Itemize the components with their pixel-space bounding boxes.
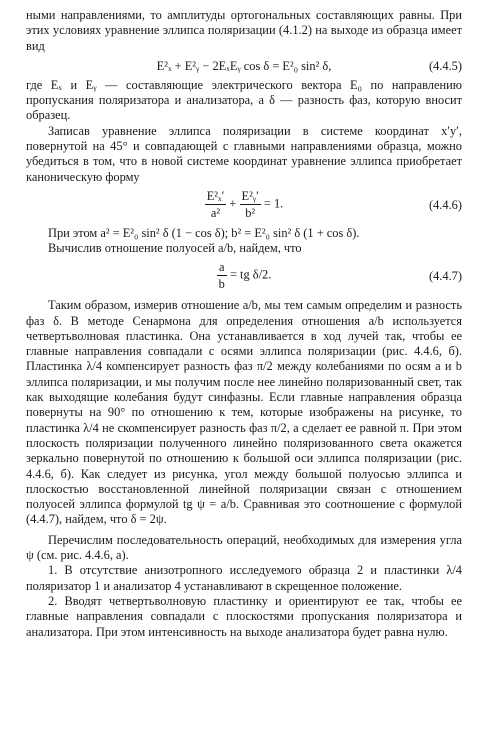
equation-body: E²ₓ + E²ᵧ − 2EₓEᵧ cos δ = E²₀ sin² δ,: [156, 58, 332, 73]
equation-number: (4.4.5): [428, 58, 462, 73]
fraction: [205, 188, 227, 221]
condition-line: При этом a² = E²₀ sin² δ (1 − cos δ); b² = E²₀ sin² δ (1 + cos δ).: [48, 225, 360, 240]
list-item: 2. Вводят четвертьволновую пластинку и ориентируют ее так, чтобы ее главные направления совпадали с плоскостями пропускания поляризатора и анализатора. При этом интенсивность на выходе анализатора будет равна нулю.: [26, 593, 462, 639]
fraction-numerator: a: [217, 259, 227, 276]
page-text: [26, 8, 462, 640]
equation-4-4-7: [26, 259, 462, 293]
list-item: 1. В отсутствие анизотропного исследуемого образца 2 и пластинки λ/4 поляризатор 1 и анализатор 4 устанавливают в скрещенное положение.: [26, 563, 462, 593]
equation-rhs: = tg δ/2.: [229, 267, 272, 282]
fraction-denominator: b: [218, 277, 225, 292]
equation-number: (4.4.7): [428, 269, 462, 284]
equation-4-4-5: [26, 57, 462, 75]
paragraph: Таким образом, измерив отношение a/b, мы тем самым определим и разность фаз δ. В методе Сенармона для определения отношения a/b используется четвертьволновая пластинка. Она устанавливается в ход лучей так, чтобы ее главные направления совпадали с осями эллипса поляризации (рис. 4.4.6, б). Пластинка λ/4 компенсирует разность фаз π/2 между колебаниями по осям a и b эллипса поляризации, и мы получим после нее линейно поляризованный свет, так как выходящие колебания будут синфазны. Если главные направления образца повернуты на 90° по отношению к тем, которые изображены на рисунке, то пластинка λ/4 не скомпенсирует разность фаз π/2, а сделает ее равной π. При этом плоскость поляризации полученного линейно поляризованного света окажется зеркально повернутой по отношению к большой оси эллипса поляризации (рис. 4.4.6, б). Как следует из рисунка, угол между большой полуосью эллипса и плоскостью восстановленной линейной поляризации связан с отношением полуосей эллипса формулой tg ψ = a/b. Сравнивая это соотношение с формулой (4.4.7), найдем, что δ = 2ψ.: [26, 298, 462, 527]
fraction-denominator: a²: [210, 205, 221, 220]
fraction-numerator: E²ₓ′: [206, 188, 225, 203]
paragraph: Перечислим последовательность операций, необходимых для измерения угла ψ (см. рис. 4.4.6, а).: [26, 532, 462, 563]
paragraph: Вычислив отношение полуосей a/b, найдем, что: [48, 240, 302, 255]
equation-number: (4.4.6): [428, 197, 462, 212]
equation-4-4-6: [26, 188, 462, 222]
fraction: [240, 188, 261, 221]
paragraph: ными направлениями, то амплитуды ортогональных составляющих равны. При этих условиях уравнение эллипса поляризации (4.1.2) на выходе из образца имеет вид: [26, 8, 462, 53]
fraction-denominator: b²: [245, 205, 256, 220]
plus-sign: +: [229, 196, 237, 211]
equation-rhs: = 1.: [263, 196, 284, 211]
fraction-numerator: E²ᵧ′: [241, 188, 259, 203]
fraction: [217, 259, 227, 292]
paragraph: Записав уравнение эллипса поляризации в системе координат x′y′, повернутой на 45° и совпадающей с главными направлениями образца, можно убедиться в том, что в новой системе координат уравнение эллипса приобретает каноническую форму: [26, 123, 462, 184]
paragraph: где Eₓ и Eᵧ — составляющие электрического вектора E₀ по направлению пропускания поляризатора и анализатора, а δ — разность фаз, которую вносит образец.: [26, 77, 462, 123]
